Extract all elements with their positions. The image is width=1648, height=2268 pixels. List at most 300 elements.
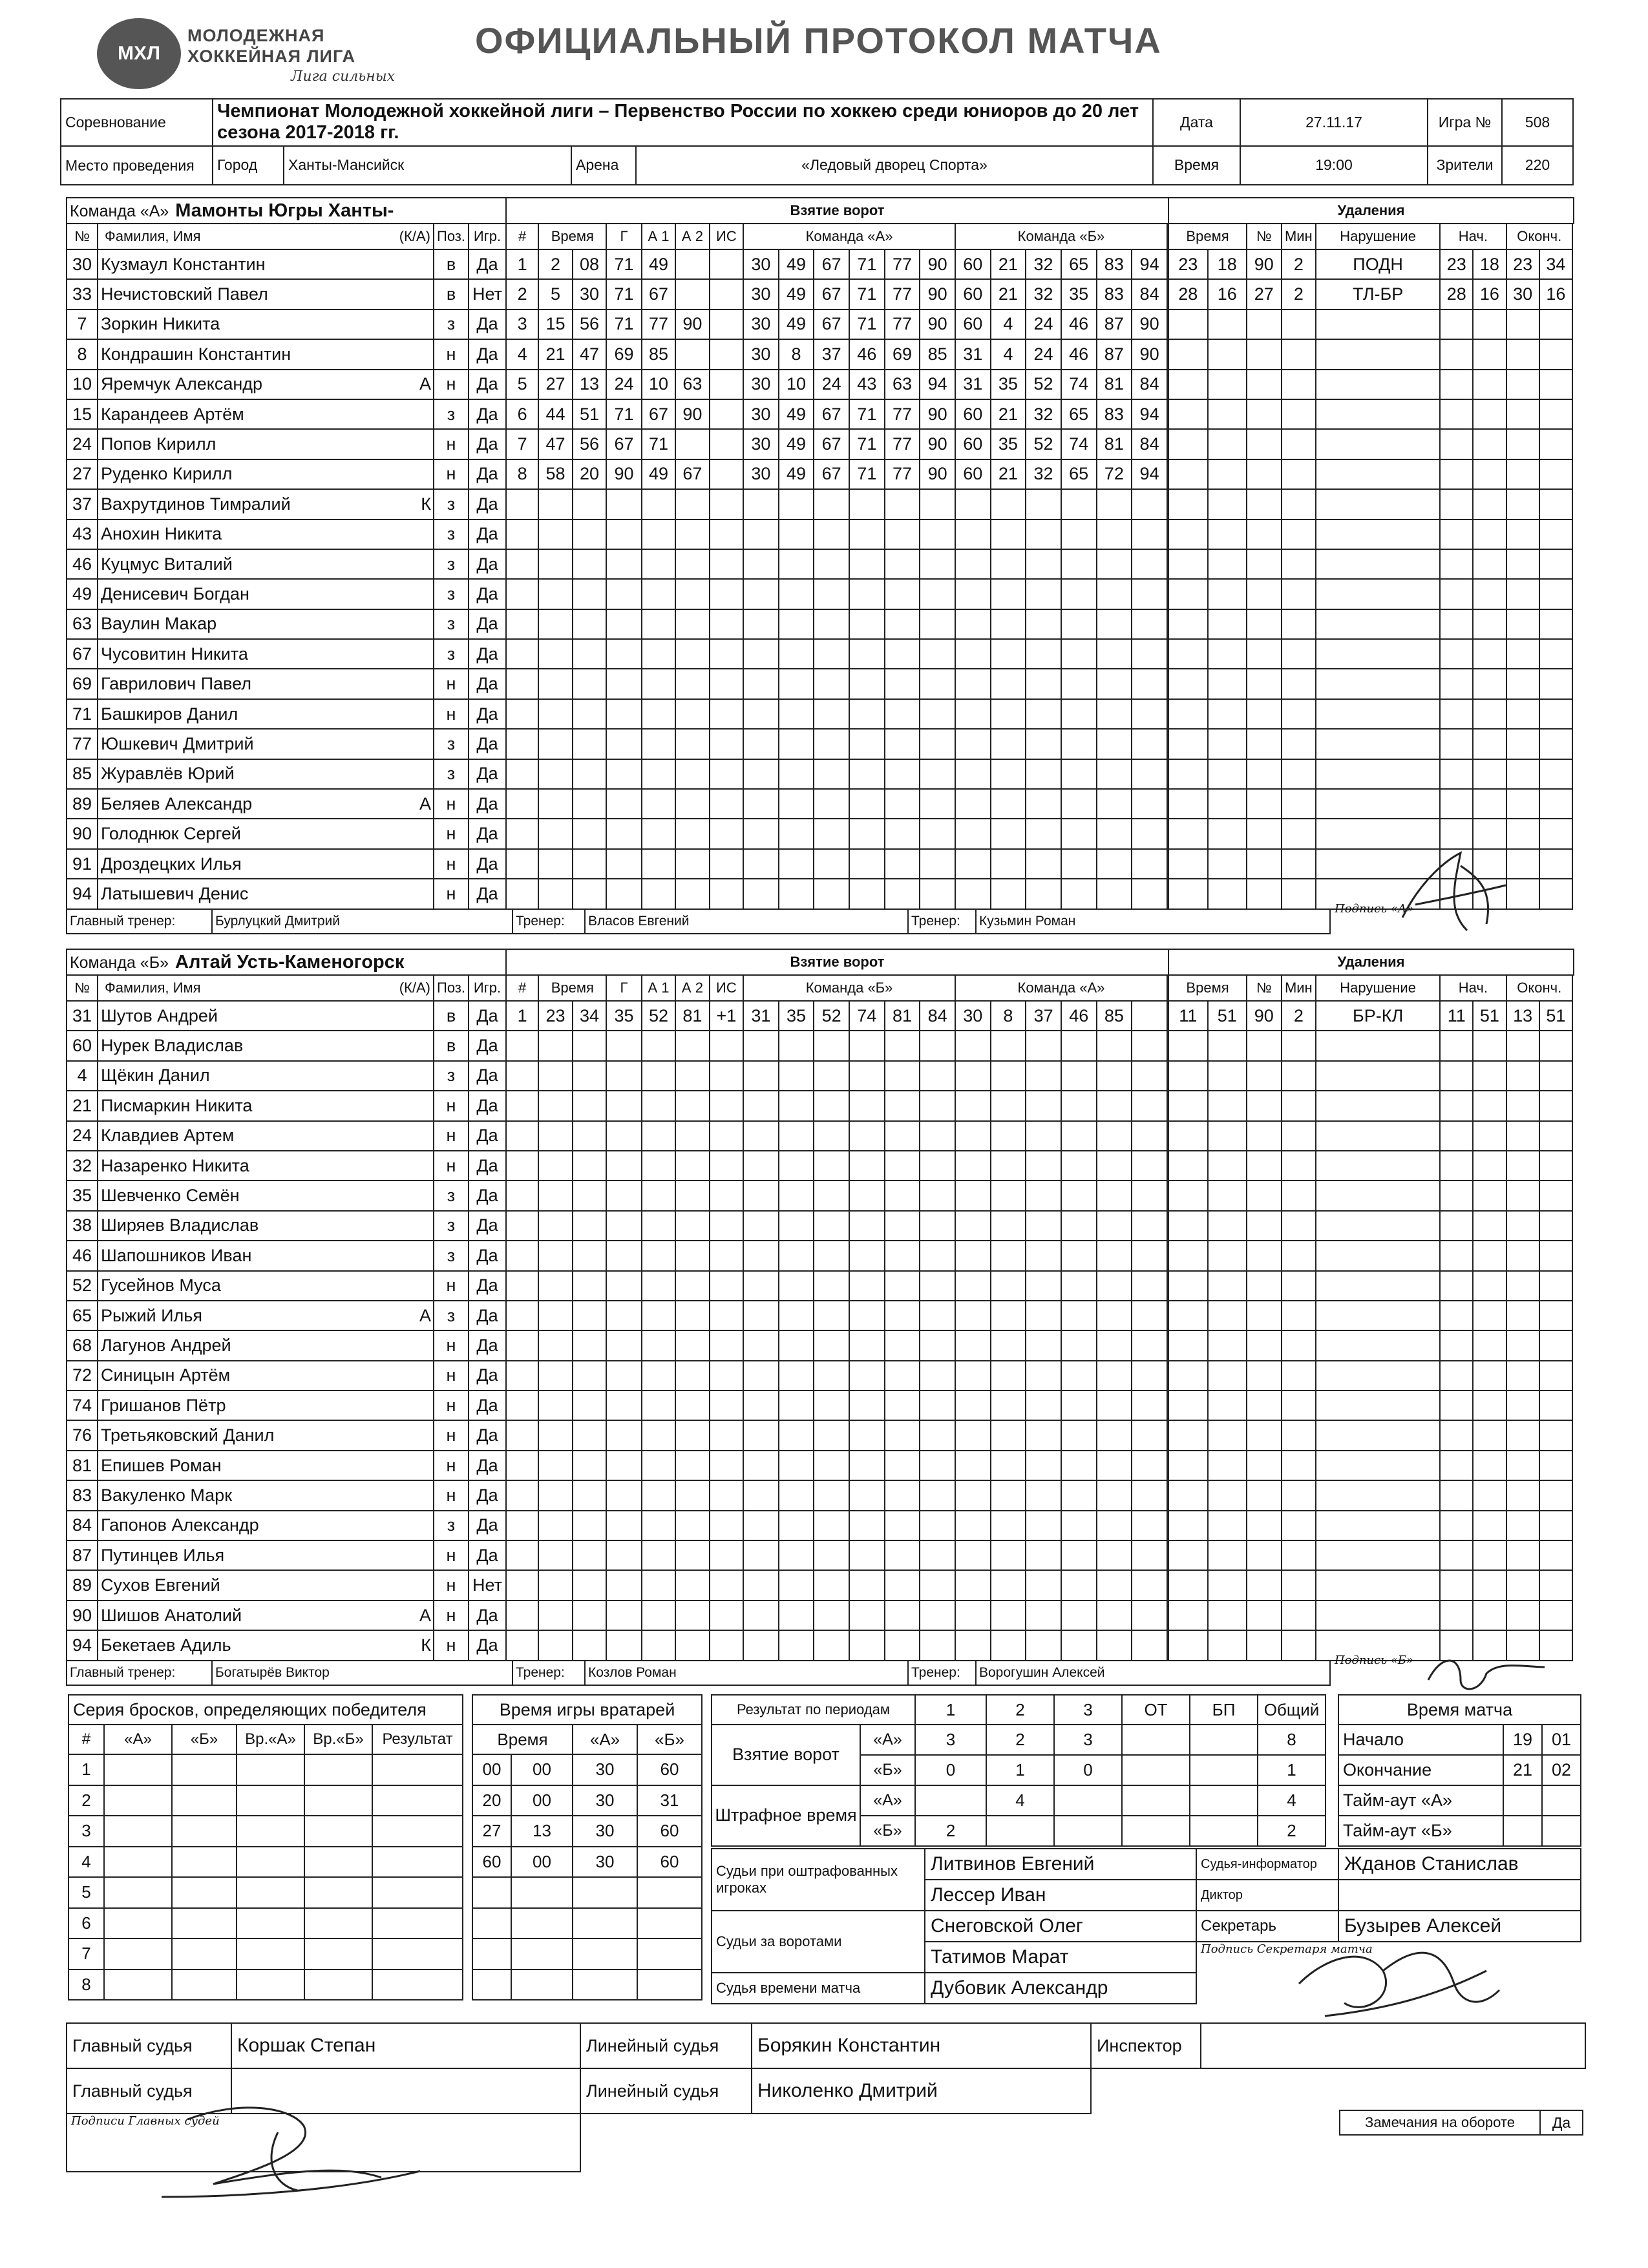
period-col-header: БП: [1190, 1695, 1258, 1725]
goalie-time-col-header: «Б»: [637, 1725, 702, 1754]
goal-second: [573, 639, 606, 669]
goal-number: [506, 579, 538, 609]
on-ice-player: [1061, 1570, 1097, 1600]
player-played: Да: [469, 1241, 506, 1270]
penalty-minute: [1168, 1301, 1208, 1330]
penalty-row: [1168, 279, 1572, 309]
player-played: Да: [469, 1391, 506, 1420]
on-ice-player: 30: [743, 339, 779, 369]
goal-row: [506, 520, 1167, 549]
goal-row: [506, 699, 1167, 729]
goal-assist1: [642, 1391, 675, 1420]
player-position: в: [434, 279, 469, 309]
referee-label: Главный судья: [67, 2023, 231, 2068]
on-ice-player: [991, 1540, 1026, 1570]
on-ice-player: [814, 489, 849, 519]
goal-scorer: [606, 1271, 642, 1301]
on-ice-player: [920, 699, 955, 729]
penalty-start-sec: 16: [1473, 279, 1506, 309]
player-name: Бекетаев Адиль: [98, 1630, 414, 1660]
player-row: [67, 399, 506, 429]
on-ice-player: [779, 879, 814, 908]
player-row: [67, 1151, 506, 1181]
player-position: н: [434, 1391, 469, 1420]
on-ice-player: [779, 549, 814, 579]
on-ice-player: [955, 1511, 991, 1540]
penalty-start-sec: [1473, 1181, 1506, 1210]
goal-scorer: 71: [606, 399, 642, 429]
penalty-violation: [1316, 729, 1440, 759]
on-ice-player: 69: [885, 339, 920, 369]
on-ice-player: 72: [1097, 459, 1132, 489]
goal-situation: [710, 1241, 743, 1270]
on-ice-player: [920, 639, 955, 669]
player-role: А: [414, 789, 434, 819]
on-ice-player: [1097, 819, 1132, 848]
player-role: [414, 1420, 434, 1450]
goal-assist1: 10: [642, 370, 675, 399]
penalty-start-sec: [1473, 609, 1506, 639]
on-ice-player: [991, 849, 1026, 879]
penalty-end-sec: [1539, 579, 1572, 609]
goal-number: [506, 1151, 538, 1181]
player-number: 46: [67, 1241, 98, 1270]
player-played: Да: [469, 1031, 506, 1060]
team-label: «Б»: [860, 1755, 915, 1785]
penalty-violation: [1316, 579, 1440, 609]
penalty-end-min: [1506, 1211, 1539, 1241]
penalty-second: [1208, 639, 1247, 669]
player-number: 69: [67, 669, 98, 698]
penalty-start-sec: [1473, 1241, 1506, 1270]
penalty-player: [1247, 1420, 1282, 1450]
on-ice-player: [1132, 1330, 1167, 1360]
on-ice-player: [885, 1031, 920, 1060]
on-ice-player: [1132, 1301, 1167, 1330]
on-ice-player: [920, 1211, 955, 1241]
penalty-end-min: [1506, 459, 1539, 489]
player-row: [67, 1061, 506, 1091]
goal-scorer: [606, 1181, 642, 1210]
on-ice-player: 83: [1097, 279, 1132, 309]
goal-number: [506, 699, 538, 729]
goal-assist1: 71: [642, 429, 675, 459]
goal-situation: +1: [710, 1001, 743, 1031]
penalty-end-sec: [1539, 1121, 1572, 1151]
penalty-violation: [1316, 1181, 1440, 1210]
on-ice-player: [991, 1031, 1026, 1060]
on-ice-player: [1026, 1361, 1061, 1391]
on-ice-player: [1026, 579, 1061, 609]
penalty-end-min: 30: [1506, 279, 1539, 309]
player-row: [67, 1361, 506, 1391]
on-ice-player: [991, 1451, 1026, 1480]
penalty-row: [1168, 1601, 1572, 1630]
goal-second: [573, 1061, 606, 1091]
penalty-end-min: 13: [1506, 1001, 1539, 1031]
goal-row: [506, 729, 1167, 759]
player-name: Шевченко Семён: [98, 1181, 414, 1210]
goal-number: [506, 1301, 538, 1330]
goal-minute: 2: [538, 249, 572, 279]
timeout-b-label: Тайм-аут «Б»: [1338, 1816, 1503, 1846]
goal-assist2: [675, 1151, 709, 1181]
player-role: [414, 279, 434, 309]
goal-second: 51: [573, 399, 606, 429]
goal-assist1: [642, 1181, 675, 1210]
goals-table: [505, 223, 1168, 910]
penalty-violation: [1316, 1121, 1440, 1151]
goal-second: [573, 520, 606, 549]
shootout-cell: [304, 1785, 372, 1816]
penalty-minutes: [1282, 1601, 1316, 1630]
on-ice-second-team-header: Команда «Б»: [955, 224, 1167, 249]
goal-scorer: [606, 669, 642, 698]
shootout-round: 2: [69, 1785, 104, 1816]
penalty-row: [1168, 1181, 1572, 1210]
shootout-cell: [237, 1847, 304, 1878]
penalty-player: 27: [1247, 279, 1282, 309]
penalty-start-sec: [1473, 1151, 1506, 1181]
on-ice-player: [814, 879, 849, 908]
shootout-cell: [172, 1816, 237, 1847]
player-role: [414, 639, 434, 669]
player-position: в: [434, 1001, 469, 1031]
player-played: Да: [469, 1181, 506, 1210]
match-time-table: [1338, 1694, 1581, 1847]
penalty-minute: [1168, 429, 1208, 459]
ka-header-label: (К/А): [399, 980, 430, 996]
penalty-violation: [1316, 1091, 1440, 1120]
penalty-start-min: [1440, 1601, 1473, 1630]
penalty-row: [1168, 459, 1572, 489]
goal-number: [506, 759, 538, 789]
player-name: Вахрутдинов Тимралий: [98, 489, 414, 519]
penalty-end-min: [1506, 1451, 1539, 1480]
on-ice-player: 94: [1132, 459, 1167, 489]
player-position: з: [434, 1181, 469, 1210]
goalie-time-row: [472, 1908, 702, 1939]
penalty-end-sec: [1539, 1511, 1572, 1540]
on-ice-player: 4: [991, 310, 1026, 339]
penalty-start-min: [1440, 699, 1473, 729]
penalty-start-min: [1440, 1181, 1473, 1210]
penalty-end-sec: [1539, 699, 1572, 729]
goal-scorer: 67: [606, 429, 642, 459]
goal-minute: 21: [538, 339, 572, 369]
on-ice-player: [779, 1151, 814, 1181]
penalty-start-header: Нач.: [1440, 224, 1506, 249]
player-role: [414, 1121, 434, 1151]
goalie-team-b: 31: [637, 1785, 702, 1816]
goal-number: 5: [506, 370, 538, 399]
player-played: Нет: [469, 279, 506, 309]
player-played: Да: [469, 789, 506, 819]
penalty-start-min: [1440, 1301, 1473, 1330]
penalty-end-sec: [1539, 1330, 1572, 1360]
on-ice-player: 67: [814, 279, 849, 309]
goal-assist1: [642, 699, 675, 729]
on-ice-player: 32: [1026, 249, 1061, 279]
player-role: [414, 1211, 434, 1241]
on-ice-player: [955, 849, 991, 879]
penalty-player: [1247, 1181, 1282, 1210]
player-role: [414, 429, 434, 459]
penalty-row: [1168, 1330, 1572, 1360]
penalty-minute: [1168, 1091, 1208, 1120]
goal-number: [506, 1570, 538, 1600]
head-coach-label: Главный тренер:: [67, 909, 212, 934]
on-ice-player: [920, 1301, 955, 1330]
penalty-row: [1168, 1301, 1572, 1330]
pim-row-label: Штрафное время: [712, 1785, 860, 1846]
referee-name: Коршак Степан: [231, 2023, 580, 2068]
penalty-second: [1208, 429, 1247, 459]
goal-scorer: [606, 1061, 642, 1091]
player-name: Шутов Андрей: [98, 1001, 414, 1031]
on-ice-player: [1132, 1001, 1167, 1031]
penalty-player: [1247, 1211, 1282, 1241]
competition-label: Соревнование: [61, 99, 213, 146]
on-ice-player: 30: [743, 459, 779, 489]
goalie-change-second: [511, 1969, 573, 2000]
penalty-player: [1247, 549, 1282, 579]
goal-assist2: [675, 1061, 709, 1091]
team-b-signature: [1422, 1648, 1551, 1699]
penalty-minute: [1168, 399, 1208, 429]
goal-assist2: 67: [675, 459, 709, 489]
penalty-violation: [1316, 639, 1440, 669]
on-ice-player: 90: [1132, 339, 1167, 369]
on-ice-player: [920, 669, 955, 698]
player-name: Голоднюк Сергей: [98, 819, 414, 848]
penalty-row: [1168, 1001, 1572, 1031]
on-ice-player: [885, 1601, 920, 1630]
player-name: Писмаркин Никита: [98, 1091, 414, 1120]
player-number: 74: [67, 1391, 98, 1420]
goal-scorer: [606, 1211, 642, 1241]
penalty-minutes-header: Мин: [1282, 975, 1316, 1001]
goalie-time-row: [472, 1816, 702, 1847]
player-row: [67, 310, 506, 339]
announcer-name: [1338, 1880, 1581, 1911]
goal-number: [506, 849, 538, 879]
on-ice-player: [1061, 1630, 1097, 1660]
on-ice-player: [1026, 669, 1061, 698]
penalty-start-sec: [1473, 759, 1506, 789]
player-number: 77: [67, 729, 98, 759]
on-ice-player: [849, 549, 885, 579]
on-ice-player: [1026, 1211, 1061, 1241]
on-ice-player: [955, 729, 991, 759]
on-ice-player: 71: [849, 429, 885, 459]
on-ice-player: [1132, 759, 1167, 789]
penalty-start-sec: [1473, 339, 1506, 369]
goal-assist1: [642, 639, 675, 669]
penalty-row: [1168, 1151, 1572, 1181]
on-ice-player: [955, 1211, 991, 1241]
penalty-start-sec: [1473, 310, 1506, 339]
player-number: 83: [67, 1480, 98, 1510]
goal-minute: [538, 639, 572, 669]
on-ice-player: [1097, 1151, 1132, 1181]
match-start-minute: 01: [1542, 1725, 1581, 1755]
on-ice-player: 90: [920, 310, 955, 339]
on-ice-second-team-header: Команда «А»: [955, 975, 1167, 1001]
on-ice-player: 37: [814, 339, 849, 369]
player-row: [67, 669, 506, 698]
on-ice-player: 77: [885, 249, 920, 279]
shootout-cell: [104, 1816, 172, 1847]
on-ice-player: [849, 1570, 885, 1600]
player-played: Да: [469, 1271, 506, 1301]
city-value: Ханты-Мансийск: [284, 146, 571, 185]
on-ice-player: [743, 849, 779, 879]
goal-number: [506, 1361, 538, 1391]
on-ice-player: [991, 1391, 1026, 1420]
shootout-cell: [304, 1754, 372, 1785]
player-name: Яремчук Александр: [98, 370, 414, 399]
penalty-second: [1208, 729, 1247, 759]
goal-judge: Татимов Марат: [925, 1942, 1196, 1973]
on-ice-player: 10: [779, 370, 814, 399]
on-ice-player: [1061, 1420, 1097, 1450]
logo-slogan: Лига сильных: [291, 68, 396, 85]
penalty-violation: ТЛ-БР: [1316, 279, 1440, 309]
on-ice-player: [849, 849, 885, 879]
goalie-team-a: [573, 1969, 637, 2000]
penalty-start-min: [1440, 1420, 1473, 1450]
timeout-a-minute: [1542, 1785, 1581, 1816]
penalty-second: [1208, 549, 1247, 579]
on-ice-player: [991, 639, 1026, 669]
on-ice-player: 77: [885, 279, 920, 309]
on-ice-player: [885, 489, 920, 519]
goal-situation: [710, 1480, 743, 1510]
on-ice-player: [814, 669, 849, 698]
penalty-minute: [1168, 729, 1208, 759]
penalty-start-sec: [1473, 1391, 1506, 1420]
goal-minute: [538, 1361, 572, 1391]
penalty-end-sec: [1539, 1570, 1572, 1600]
penalty-row: [1168, 1540, 1572, 1570]
on-ice-player: [885, 789, 920, 819]
goal-situation: [710, 370, 743, 399]
on-ice-player: [885, 1330, 920, 1360]
penalty-end-min: [1506, 639, 1539, 669]
on-ice-player: [743, 1330, 779, 1360]
player-position: н: [434, 1121, 469, 1151]
on-ice-player: [1061, 1211, 1097, 1241]
goal-assist2: [675, 759, 709, 789]
penalty-minutes: [1282, 759, 1316, 789]
goal-row: [506, 310, 1167, 339]
on-ice-player: [743, 1061, 779, 1091]
goal-minute: [538, 819, 572, 848]
on-ice-player: [814, 789, 849, 819]
penalty-end-min: [1506, 1301, 1539, 1330]
goal-row: [506, 1540, 1167, 1570]
goal-assist1: [642, 1330, 675, 1360]
penalty-second: [1208, 1211, 1247, 1241]
on-ice-player: 24: [1026, 310, 1061, 339]
goal-assist2: [675, 789, 709, 819]
player-name: Руденко Кирилл: [98, 459, 414, 489]
goal-number: [506, 1241, 538, 1270]
on-ice-player: [1026, 1391, 1061, 1420]
penalty-start-min: [1440, 1511, 1473, 1540]
penalty-end-sec: [1539, 399, 1572, 429]
on-ice-player: [1061, 1540, 1097, 1570]
on-ice-player: [779, 1031, 814, 1060]
player-row: [67, 339, 506, 369]
on-ice-player: [1026, 1451, 1061, 1480]
on-ice-player: [885, 729, 920, 759]
goal-number: [506, 489, 538, 519]
penalty-minute: [1168, 579, 1208, 609]
penalty-start-min: [1440, 1091, 1473, 1120]
goalie-change-second: [511, 1877, 573, 1908]
player-played: Да: [469, 520, 506, 549]
on-ice-player: 65: [1061, 249, 1097, 279]
on-ice-player: [743, 1570, 779, 1600]
player-role: [414, 1181, 434, 1210]
goal-number: [506, 1181, 538, 1210]
goal-scorer: [606, 1451, 642, 1480]
date-value: 27.11.17: [1240, 99, 1428, 146]
penalty-minutes: [1282, 1211, 1316, 1241]
on-ice-player: [885, 1451, 920, 1480]
player-row: [67, 1181, 506, 1210]
team-title-cell: [67, 949, 506, 975]
goal-scorer: [606, 1330, 642, 1360]
on-ice-player: [1061, 849, 1097, 879]
on-ice-player: [849, 1181, 885, 1210]
on-ice-player: [1132, 1420, 1167, 1450]
goal-row: [506, 1420, 1167, 1450]
on-ice-player: 32: [1026, 459, 1061, 489]
penalty-minute: 11: [1168, 1001, 1208, 1031]
penalty-minutes: [1282, 1630, 1316, 1660]
penalty-row: [1168, 549, 1572, 579]
penalty-minutes: [1282, 399, 1316, 429]
on-ice-player: 90: [920, 429, 955, 459]
shootout-cell: [372, 1816, 463, 1847]
goal-scorer-header: Г: [606, 224, 642, 249]
on-ice-player: [1097, 1121, 1132, 1151]
goal-minute: [538, 849, 572, 879]
goal-situation: [710, 699, 743, 729]
penalty-row: [1168, 1361, 1572, 1391]
penalty-second: [1208, 1420, 1247, 1450]
on-ice-player: [1026, 609, 1061, 639]
penalty-minute: [1168, 1601, 1208, 1630]
penalty-time-header: Время: [1168, 975, 1247, 1001]
info-judge-label: Судья-информатор: [1196, 1849, 1338, 1880]
goalie-time-title: Время игры вратарей: [472, 1695, 702, 1725]
goal-situation: [710, 789, 743, 819]
on-ice-player: [1132, 1391, 1167, 1420]
penalty-end-sec: [1539, 1480, 1572, 1510]
player-role: [414, 1151, 434, 1181]
player-row: [67, 1601, 506, 1630]
on-ice-player: 52: [814, 1001, 849, 1031]
on-ice-player: 81: [1097, 429, 1132, 459]
on-ice-player: [849, 1121, 885, 1151]
on-ice-player: [991, 1091, 1026, 1120]
goal-second: 34: [573, 1001, 606, 1031]
player-position: н: [434, 1330, 469, 1360]
